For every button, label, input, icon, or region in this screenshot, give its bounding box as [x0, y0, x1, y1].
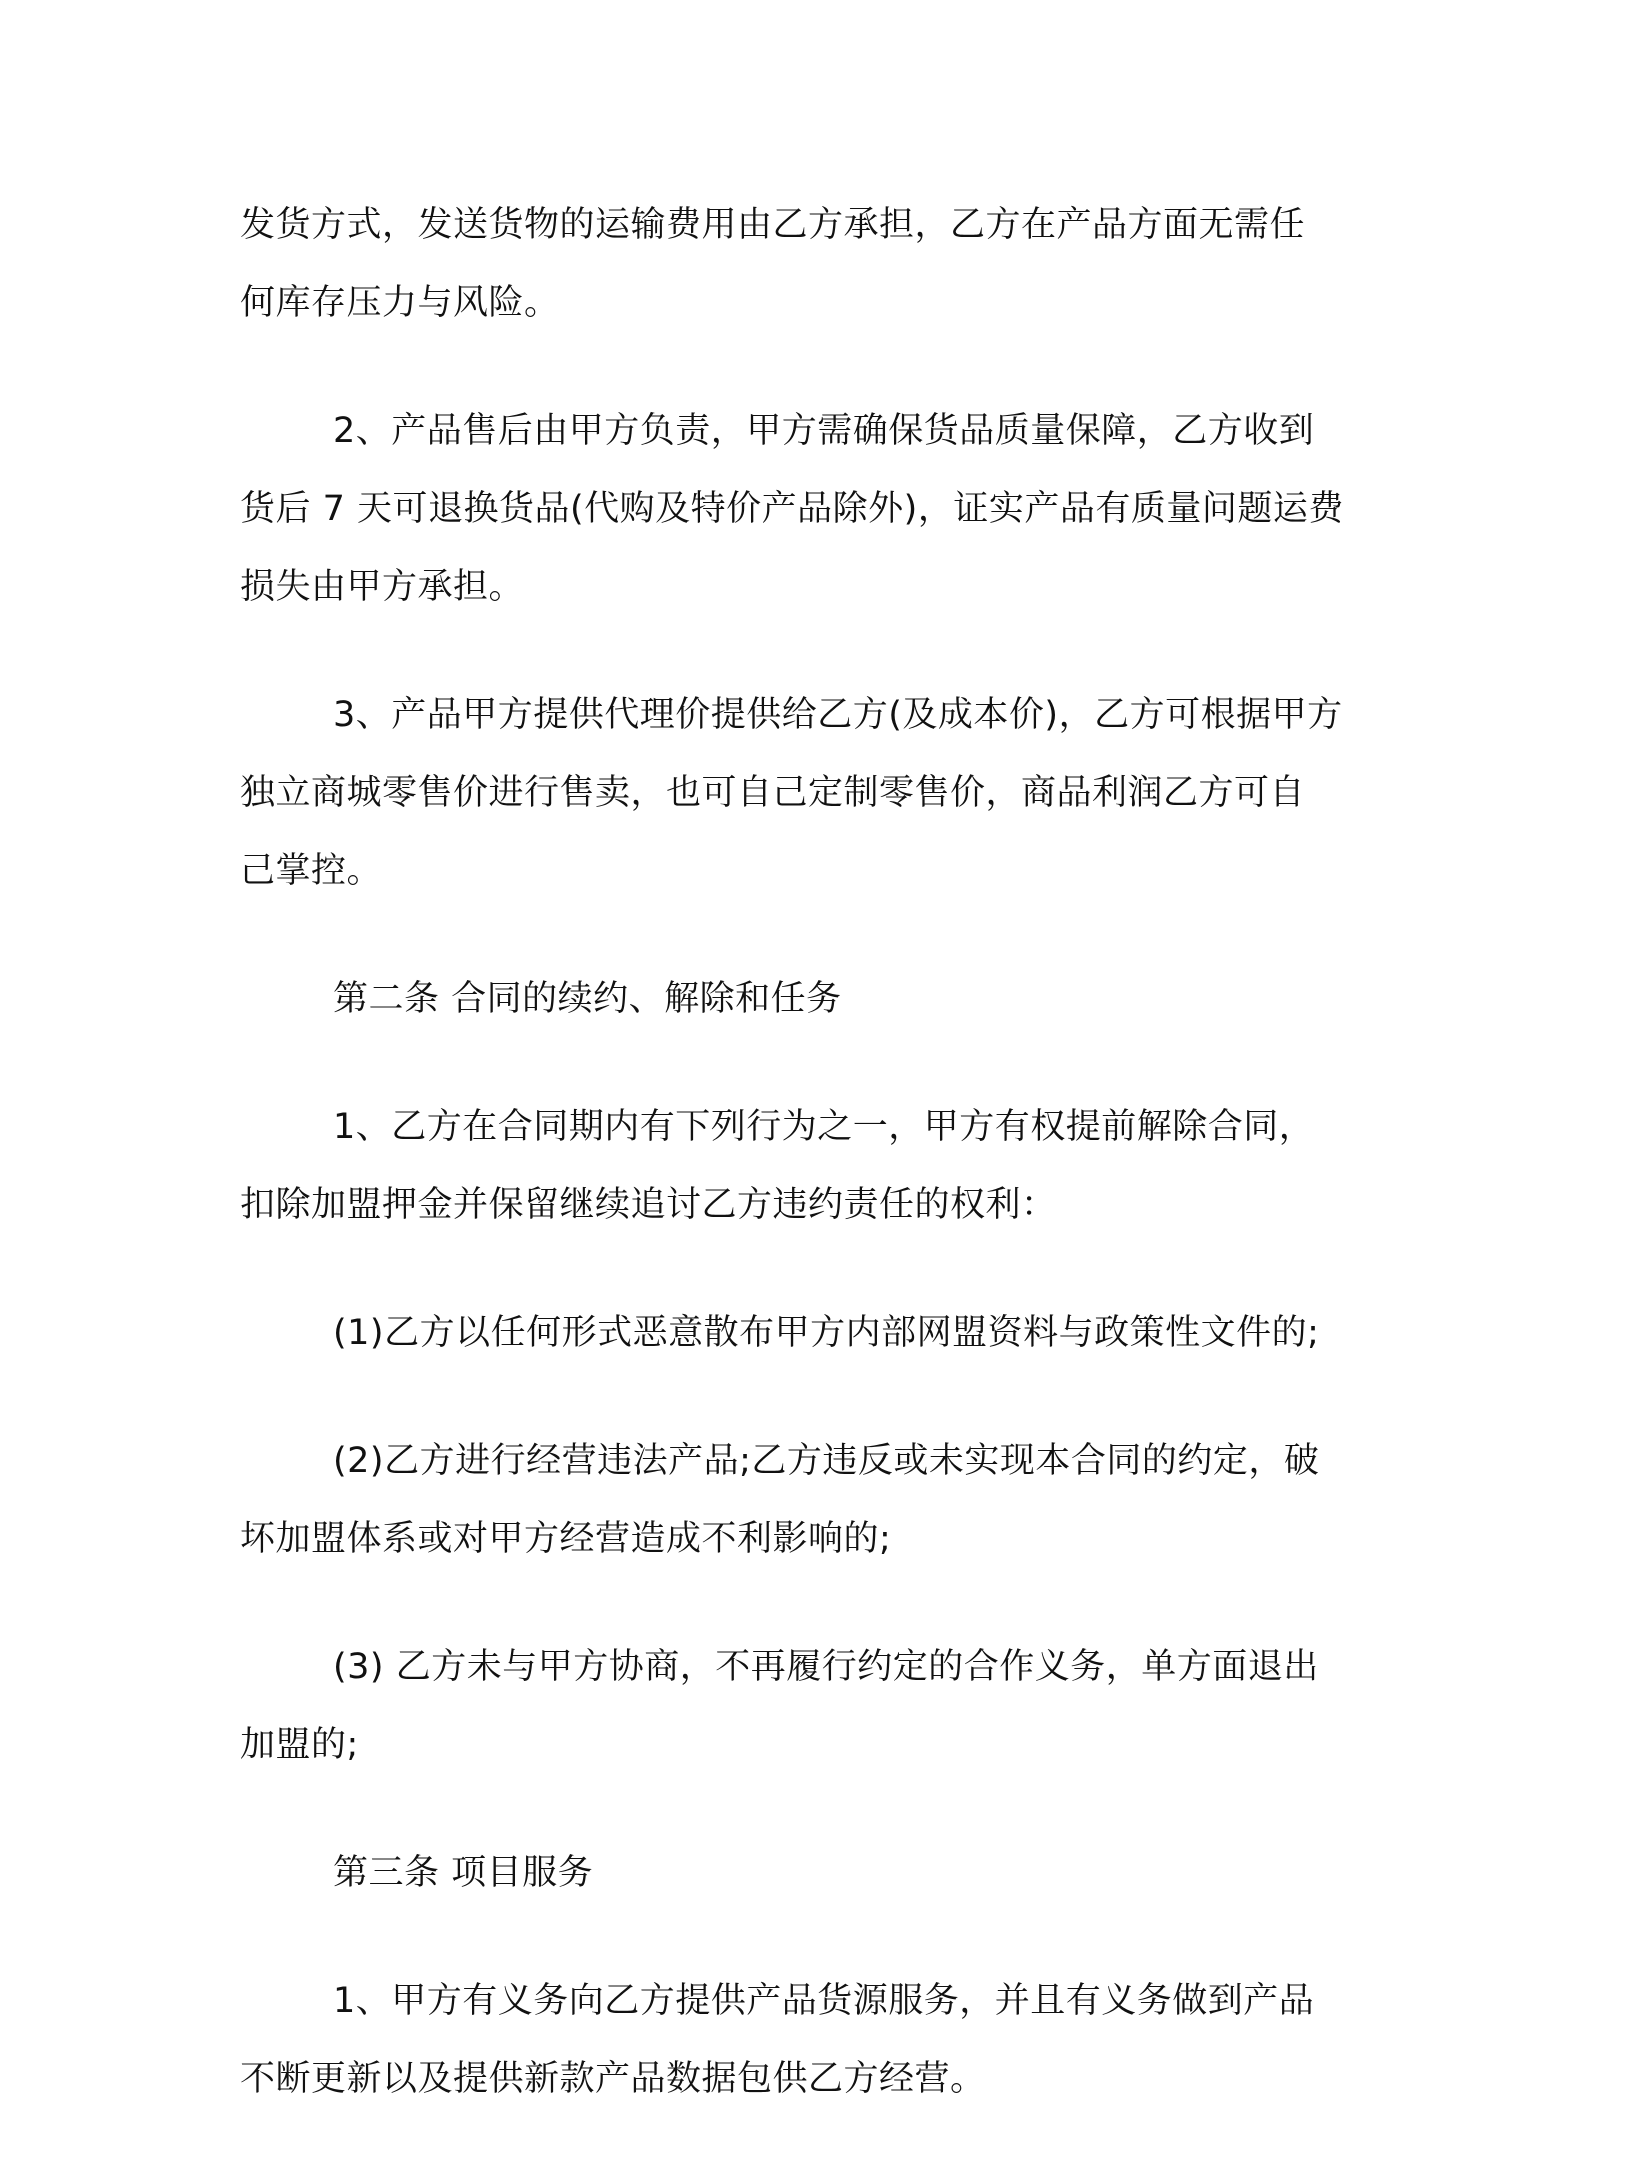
text-line: (1)乙方以任何形式恶意散布甲方内部网盟资料与政策性文件的;: [333, 1313, 1320, 1353]
paragraph-clause-3: [240, 676, 1390, 910]
text-line: (3) 乙方未与甲方协商，不再履行约定的合作义务，单方面退出: [333, 1647, 1319, 1687]
text-line: 发货方式，发送货物的运输费用由乙方承担，乙方在产品方面无需任: [240, 205, 1306, 245]
text-line: 何库存压力与风险。: [240, 283, 560, 323]
text-line: 货后 7 天可退换货品(代购及特价产品除外)，证实产品有质量问题运费: [240, 489, 1344, 529]
text-line: 不断更新以及提供新款产品数据包供乙方经营。: [240, 2059, 986, 2099]
text-line: 加盟的;: [240, 1725, 359, 1765]
text-line: 坏加盟体系或对甲方经营造成不利影响的;: [240, 1519, 892, 1559]
list-item-1: [240, 1294, 1390, 1372]
paragraph-article-3-clause-1: [240, 1962, 1390, 2118]
text-line: 3、产品甲方提供代理价提供给乙方(及成本价)，乙方可根据甲方: [333, 695, 1343, 735]
text-line: 第三条 项目服务: [333, 1853, 594, 1893]
text-line: 2、产品售后由甲方负责，甲方需确保货品质量保障，乙方收到: [333, 411, 1315, 451]
document-body: [240, 186, 1390, 2168]
text-line: 第二条 合同的续约、解除和任务: [333, 979, 842, 1019]
paragraph-clause-2: [240, 392, 1390, 626]
section-heading-article-3: [240, 1834, 1390, 1912]
text-line: 独立商城零售价进行售卖，也可自己定制零售价，商品利润乙方可自: [240, 773, 1306, 813]
paragraph-shipping-note: [240, 186, 1390, 342]
list-item-3: [240, 1628, 1390, 1784]
section-heading-article-2: [240, 960, 1390, 1038]
text-line: (2)乙方进行经营违法产品;乙方违反或未实现本合同的约定，破: [333, 1441, 1320, 1481]
text-line: 1、乙方在合同期内有下列行为之一，甲方有权提前解除合同，: [333, 1107, 1315, 1147]
text-line: 损失由甲方承担。: [240, 567, 525, 607]
list-item-2: [240, 1422, 1390, 1578]
text-line: 己掌控。: [240, 851, 383, 891]
text-line: 扣除加盟押金并保留继续追讨乙方违约责任的权利：: [240, 1185, 1057, 1225]
paragraph-article-2-clause-1: [240, 1088, 1390, 1244]
text-line: 1、甲方有义务向乙方提供产品货源服务，并且有义务做到产品: [333, 1981, 1315, 2021]
